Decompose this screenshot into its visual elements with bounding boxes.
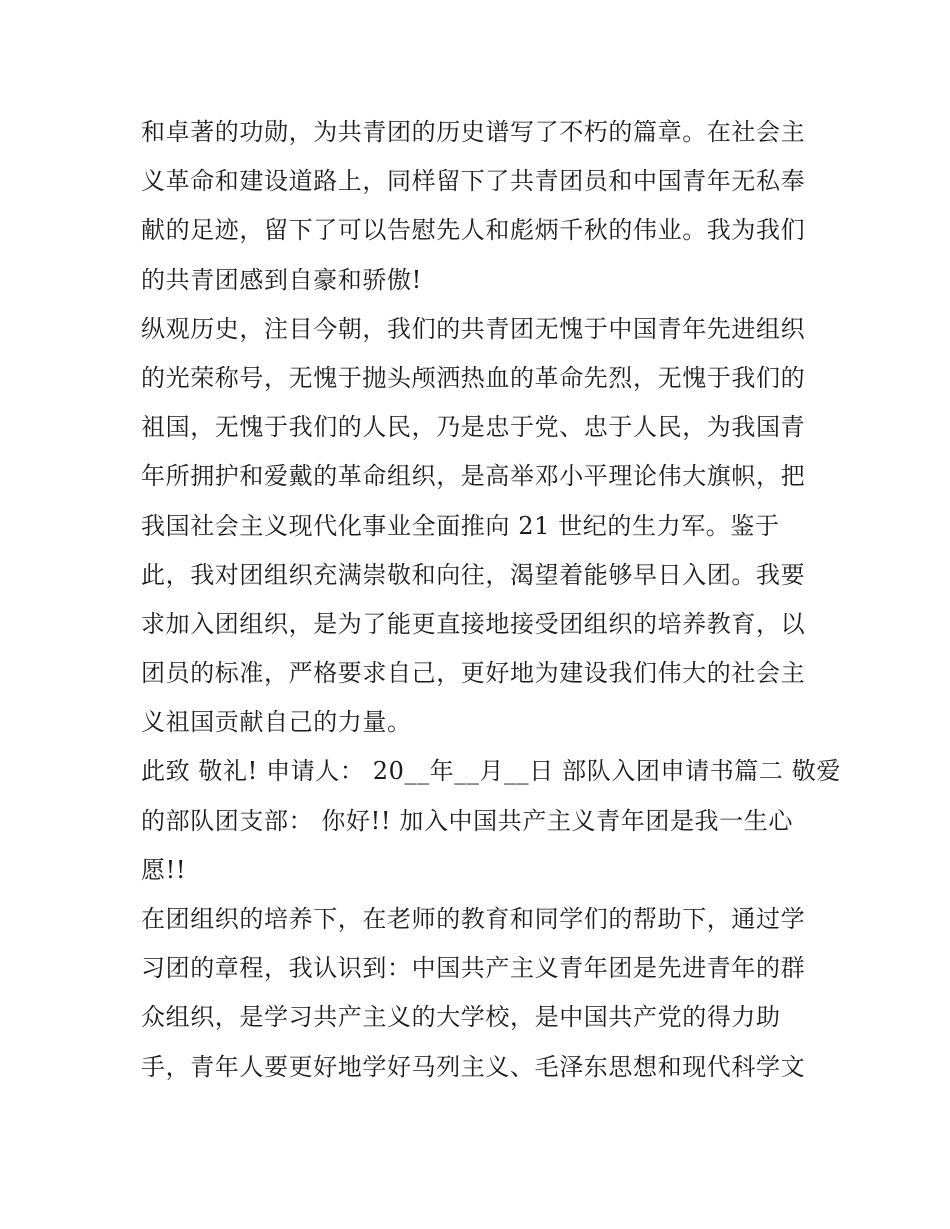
text-line: 义祖国贡献自己的力量。 [141,708,412,737]
text-line: 在团组织的培养下，在老师的教育和同学们的帮助下，通过学 [141,905,806,933]
text-line: 和卓著的功勋，为共青团的历史谱写了不朽的篇章。在社会主 [141,118,806,146]
text-line: 祖国，无愧于我们的人民，乃是忠于党、忠于人民，为我国青 [141,413,806,442]
text-line: 求加入团组织，是为了能更直接地接受团组织的培养教育，以 [141,609,806,638]
document-body [141,108,841,1092]
text-line: 手，青年人要更好地学好马列主义、毛泽东思想和现代科学文 [141,1052,806,1081]
text-line: 团员的标准，严格要求自己，更好地为建设我们伟大的社会主 [141,659,806,688]
text-line: 我国社会主义现代化事业全面推向 21 世纪的生力军。鉴于 [141,511,780,540]
text-line: 纵观历史，注目今朝，我们的共青团无愧于中国青年先进组织 [141,314,806,343]
text-line: 的共青团感到自豪和骄傲! [141,265,422,294]
text-line: 献的足迹，留下了可以告慰先人和彪炳千秋的伟业。我为我们 [141,216,806,245]
text-line: 习团的章程，我认识到：中国共产主义青年团是先进青年的群 [141,954,806,983]
text-line: 年所拥护和爱戴的革命组织，是高举邓小平理论伟大旗帜，把 [141,462,806,491]
text-line: 此致 敬礼! 申请人： 20__年__月__日 部队入团申请书篇二 敬爱 [141,757,841,786]
text-line: 义革命和建设道路上，同样留下了共青团员和中国青年无私奉 [141,167,806,196]
text-line: 众组织，是学习共产主义的大学校，是中国共产党的得力助 [141,1003,781,1032]
text-line: 的部队团支部： 你好!! 加入中国共产主义青年团是我一生心 [141,806,793,835]
text-line: 的光荣称号，无愧于抛头颅洒热血的革命先烈，无愧于我们的 [141,363,806,392]
text-line: 此，我对团组织充满崇敬和向往，渴望着能够早日入团。我要 [141,560,806,589]
text-line: 愿!! [141,855,187,884]
